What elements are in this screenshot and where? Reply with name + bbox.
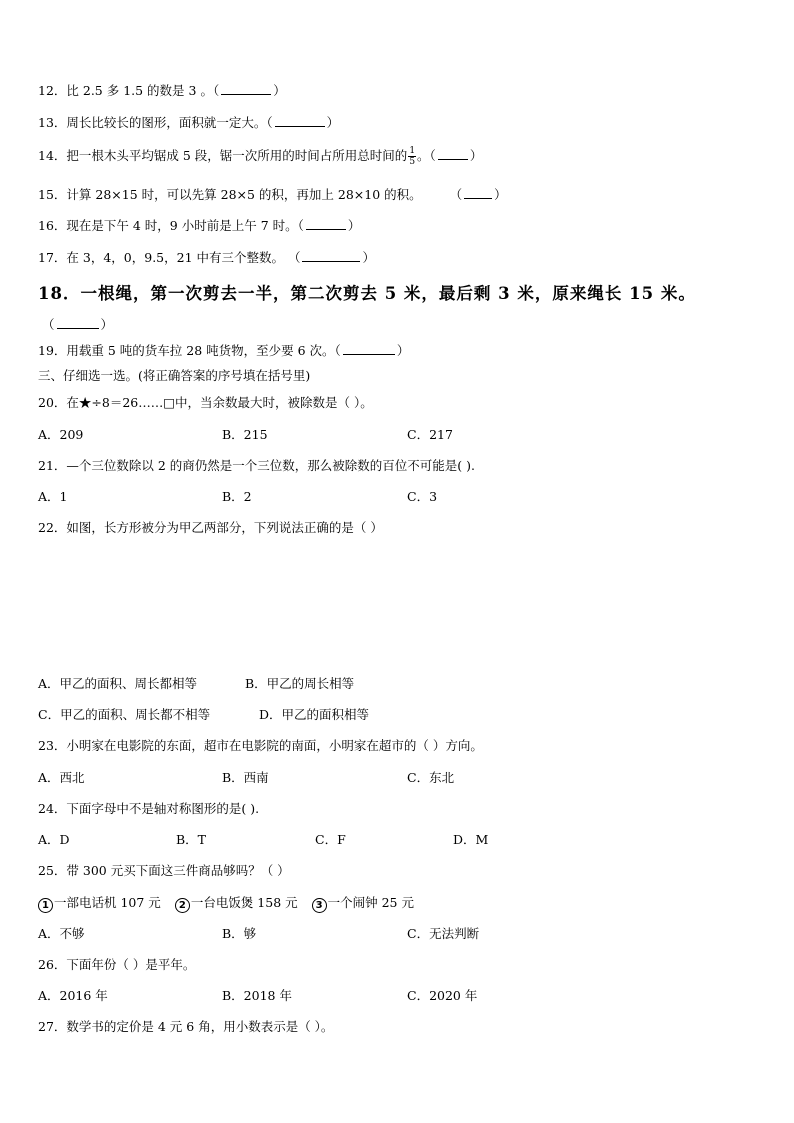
option-a[interactable]: A．1 [38,489,68,504]
question-13 [38,114,339,132]
question-15-text: 15．计算 28×15 时，可以先算 28×5 的积，再加上 28×10 的积。 [38,187,422,202]
question-17-text: 17．在 3，4，0，9.5，21 中有三个整数。 （ [38,250,301,265]
option-b[interactable]: B．够 [222,926,257,941]
close-paren: ） [100,317,114,332]
fraction [408,146,416,167]
question-26: 26．下面年份（ ）是平年。 [38,957,196,972]
question-14-text: 14．把一根木头平均锯成 5 段，锯一次所用的时间占所用总时间的 [38,148,408,163]
answer-blank-19[interactable] [343,342,395,355]
question-14-after: 。（ [417,148,436,163]
question-21: 21．—个三位数除以 2 的商仍然是一个三位数，那么被除数的百位不可能是( ). [38,458,476,473]
section-heading: 三、仔细选一选。(将正确答案的序号填在括号里) [38,368,311,383]
option-b[interactable]: B．甲乙的周长相等 [245,676,355,691]
answer-blank-14[interactable] [438,147,468,160]
circled-number-1: 1 [38,898,53,913]
open-paren: （ [449,187,463,202]
item-3-text: 一个闹钟 25 元 [327,895,414,910]
close-paren: ） [273,83,286,98]
question-15 [38,186,507,204]
item-2-text: 一台电饭煲 158 元 [190,895,298,910]
option-c[interactable]: C．东北 [407,770,455,785]
option-c[interactable]: C．217 [407,427,453,442]
answer-blank-13[interactable] [275,114,325,127]
close-paren: ） [362,250,375,265]
question-18 [38,283,696,305]
open-paren: （ [42,317,55,332]
close-paren: ） [347,218,361,233]
fraction-denominator: 5 [409,157,416,167]
option-c[interactable]: C．2020 年 [407,988,478,1003]
question-18-answer [42,316,113,334]
answer-blank-16[interactable] [306,217,346,230]
option-c[interactable]: C．甲乙的面积、周长都不相等 [38,707,211,722]
close-paren: ） [469,148,483,163]
question-24: 24．下面字母中不是轴对称图形的是( ). [38,801,260,816]
question-27: 27．数学书的定价是 4 元 6 角，用小数表示是（ ）。 [38,1019,334,1034]
question-19-text: 19．用载重 5 吨的货车拉 28 吨货物，至少要 6 次。（ [38,343,341,358]
question-23: 23．小明家在电影院的东面，超市在电影院的南面，小明家在超市的（ ）方向。 [38,738,483,753]
option-a[interactable]: A．D [38,832,70,847]
option-a[interactable]: A．西北 [38,770,85,785]
close-paren: ） [326,115,340,130]
option-a[interactable]: A．甲乙的面积、周长都相等 [38,676,198,691]
option-b[interactable]: B．2 [222,489,252,504]
answer-blank-17[interactable] [302,249,360,262]
option-c[interactable]: C．3 [407,489,438,504]
circled-number-3: 3 [312,898,327,913]
answer-blank-15[interactable] [464,186,492,199]
option-d[interactable]: D．甲乙的面积相等 [259,707,370,722]
fraction-numerator: 1 [409,146,416,156]
question-16-text: 16．现在是下午 4 时，9 小时前是上午 7 时。（ [38,218,304,233]
option-a[interactable]: A．不够 [38,926,85,941]
question-22: 22．如图，长方形被分为甲乙两部分，下列说法正确的是（ ） [38,520,383,535]
question-12 [38,82,286,100]
option-b[interactable]: B．215 [222,427,268,442]
question-17 [38,249,375,267]
item-1-text: 一部电话机 107 元 [54,895,161,910]
question-20: 20．在★÷8＝26……□中，当余数最大时，被除数是（ ）。 [38,395,373,410]
item-list [38,894,414,913]
option-d[interactable]: D．M [453,832,489,847]
option-a[interactable]: A．2016 年 [38,988,108,1003]
option-b[interactable]: B．2018 年 [222,988,292,1003]
item-3 [312,895,414,910]
option-b[interactable]: B．西南 [222,770,269,785]
question-16 [38,217,360,235]
question-18-text: 18．一根绳，第一次剪去一半，第二次剪去 5 米，最后剩 3 米，原来绳长 15 米。 [38,284,696,303]
item-2 [175,895,298,910]
answer-blank-12[interactable] [221,82,271,95]
option-c[interactable]: C．F [315,832,346,847]
option-b[interactable]: B．T [176,832,207,847]
close-paren: ） [396,343,410,358]
close-paren: ） [494,187,507,202]
option-a[interactable]: A．209 [38,427,84,442]
question-12-text: 12．比 2.5 多 1.5 的数是 3 。（ [38,83,220,98]
question-14 [38,146,482,167]
circled-number-2: 2 [175,898,190,913]
question-13-text: 13．周长比较长的图形，面积就一定大。（ [38,115,273,130]
item-1 [38,895,161,910]
question-25: 25．带 300 元买下面这三件商品够吗？（ ） [38,863,290,878]
option-c[interactable]: C．无法判断 [407,926,480,941]
question-19 [38,342,409,360]
answer-blank-18[interactable] [57,316,99,329]
